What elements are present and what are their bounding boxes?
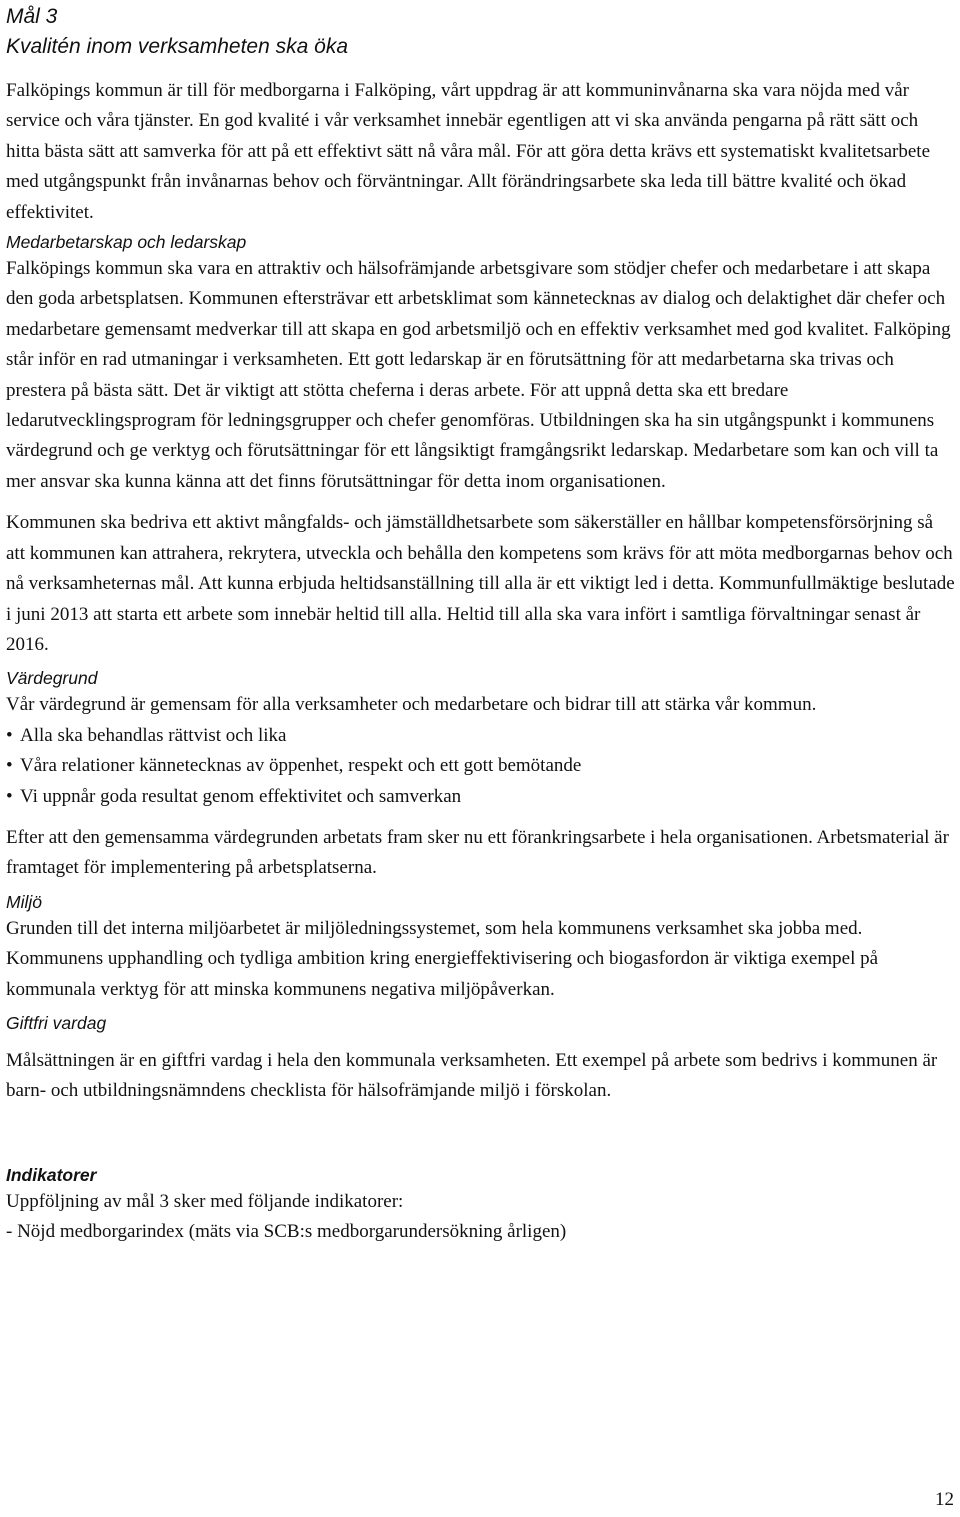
indikator-item: - Nöjd medborgarindex (mäts via SCB:s medborgarundersökning årligen) [6,1221,567,1243]
document-page [6,0,956,1248]
list-item [6,782,956,812]
medarbetarskap-heading: Medarbetarskap och ledarskap [6,232,247,253]
list-item-text: Alla ska behandlas rättvist och lika [20,724,287,746]
vardegrund-outro: Efter att den gemensamma värdegrunden arbetats fram sker nu ett förankringsarbete i hela organisationen. Arbetsmaterial är framtaget för implementering på arbetsplatserna. [6,826,949,879]
intro-paragraph: Falköpings kommun är till för medborgarna i Falköping, vårt uppdrag är att kommuninvånarna ska vara nöjda med vår service och våra tjänster. En god kvalité i vår verksamhet innebär egentligen att vi ska använda pengarna på rätt sätt och hitta bästa sätt att samverka för att på ett effektivt sätt nå våra mål. För att göra detta krävs ett systematiskt kvalitetsarbete med utgångspunkt från invånarnas behov och förväntningar. Allt förändringsarbete ska leda till bättre kvalité och ökad effektivitet. [6,80,931,223]
giftfri-heading: Giftfri vardag [6,1012,107,1033]
list-item [6,721,956,751]
indikatorer-heading: Indikatorer [6,1164,97,1185]
vardegrund-heading: Värdegrund [6,668,98,689]
vardegrund-list [6,721,956,812]
goal-title: Kvalitén inom verksamheten ska öka [6,35,348,58]
indikatorer-intro: Uppföljning av mål 3 sker med följande indikatorer: [6,1190,404,1212]
goal-number: Mål 3 [6,5,58,28]
list-item [6,751,956,781]
miljo-paragraph: Grunden till det interna miljöarbetet är miljöledningssystemet, som hela kommunens verksamhet ska jobba med. Kommunens upphandling och tydliga ambition kring energieffektivisering och biogasfordon är viktiga exempel på kommunala verktyg för att minska kommunens negativa miljöpåverkan. [6,917,879,1000]
bullet-icon: • [6,785,13,807]
goal-header [6,2,956,62]
miljo-heading: Miljö [6,891,42,912]
list-item-text: Vi uppnår goda resultat genom effektivitet och samverkan [20,785,462,807]
bullet-icon: • [6,724,13,746]
giftfri-paragraph: Målsättningen är en giftfri vardag i hela den kommunala verksamheten. Ett exempel på arbete som bedrivs i kommunen är barn- och utbildningsnämndens checklista för hälsofrämjande miljö i förskolan. [6,1049,938,1102]
medarbetarskap-paragraph-2: Kommunen ska bedriva ett aktivt mångfalds- och jämställdhetsarbete som säkerställer en hållbar kompetensförsörjning så att kommunen kan attrahera, rekrytera, utveckla och behålla den kompetens som krävs för att möta medborgarnas behov och nå verksamheternas mål. Att kunna erbjuda heltidsanställning till alla är ett viktigt led i detta. Kommunfullmäktige beslutade i juni 2013 att starta ett arbete som innebär heltid till alla. Heltid till alla ska vara infört i samtliga förvaltningar senast år 2016. [6,512,955,655]
vardegrund-intro: Vår värdegrund är gemensam för alla verksamheter och medarbetare och bidrar till att stärka vår kommun. [6,694,817,716]
medarbetarskap-paragraph-1: Falköpings kommun ska vara en attraktiv och hälsofrämjande arbetsgivare som stödjer chefer och medarbetare i att skapa den goda arbetsplatsen. Kommunen eftersträvar ett arbetsklimat som kännetecknas av dialog och delaktighet där chefer och medarbetare gemensamt medverkar till att skapa en god arbetsmiljö och en effektiv verksamhet med god kvalitet. Falköping står inför en rad utmaningar i verksamheten. Ett gott ledarskap är en förutsättning för att medarbetarna ska trivas och prestera på bästa sätt. Det är viktigt att stötta cheferna i deras arbete. För att uppnå detta ska ett bredare ledarutvecklingsprogram för ledningsgrupper och chefer genomföras. Utbildningen ska ha sin utgångspunkt i kommunens värdegrund och ge verktyg och förutsättningar för ett långsiktigt framgångsrikt ledarskap. Medarbetare som kan och vill ta mer ansvar ska kunna känna att det finns förutsättningar för detta inom organisationen. [6,258,951,492]
list-item-text: Våra relationer kännetecknas av öppenhet, respekt och ett gott bemötande [20,755,582,777]
bullet-icon: • [6,755,13,777]
page-number: 12 [935,1489,954,1510]
